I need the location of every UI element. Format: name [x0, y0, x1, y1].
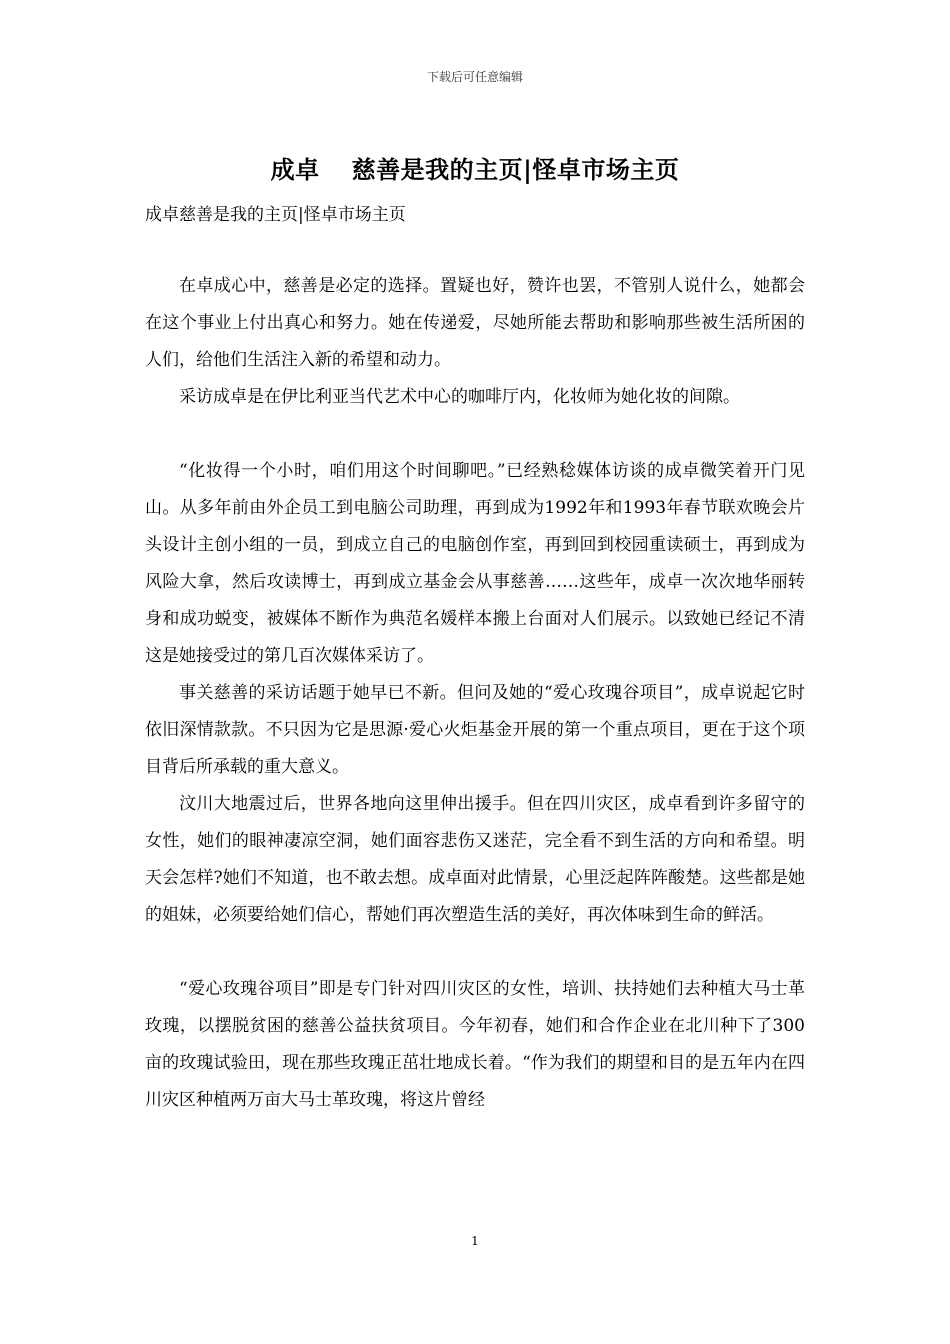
- document-body: [145, 268, 805, 1119]
- paragraph-1: 在卓成心中，慈善是必定的选择。置疑也好，赞许也罢，不管别人说什么，她都会在这个事业上付出真心和努力。她在传递爱，尽她所能去帮助和影响那些被生活所困的人们，给他们生活注入新的希望和动力。: [145, 276, 805, 370]
- paragraph-4: 事关慈善的采访话题于她早已不新。但问及她的“爱心玫瑰谷项目”，成卓说起它时依旧深情款款。不只因为它是思源·爱心火炬基金开展的第一个重点项目，更在于这个项目背后所承载的重大意义。: [145, 683, 805, 777]
- paragraph-3: “化妆得一个小时，咱们用这个时间聊吧。”已经熟稔媒体访谈的成卓微笑着开门见山。从多年前由外企员工到电脑公司助理，再到成为1992年和1993年春节联欢晚会片头设计主创小组的一员，到成立自己的电脑创作室，再到回到校园重读硕士，再到成为风险大拿，然后攻读博士，再到成立基金会从事慈善……这些年，成卓一次次地华丽转身和成功蜕变，被媒体不断作为典范名媛样本搬上台面对人们展示。以致她已经记不清这是她接受过的第几百次媒体采访了。: [145, 461, 805, 666]
- document-title: [0, 150, 950, 185]
- title-text: 慈善是我的主页|怪卓市场主页: [351, 155, 680, 184]
- title-name: 成卓: [270, 155, 320, 184]
- paragraph-6: “爱心玫瑰谷项目”即是专门针对四川灾区的女性，培训、扶持她们去种植大马士革玫瑰，以摆脱贫困的慈善公益扶贫项目。今年初春，她们和合作企业在北川种下了300亩的玫瑰试验田，现在那些玫瑰正茁壮地成长着。“作为我们的期望和目的是五年内在四川灾区种植两万亩大马士革玫瑰，将这片曾经: [145, 979, 805, 1110]
- page-number: 1: [471, 1234, 479, 1248]
- paragraph-5: 汶川大地震过后，世界各地向这里伸出援手。但在四川灾区，成卓看到许多留守的女性，她们的眼神凄凉空洞，她们面容悲伤又迷茫，完全看不到生活的方向和希望。明天会怎样?她们不知道，也不敢去想。成卓面对此情景，心里泛起阵阵酸楚。这些都是她的姐妹，必须要给她们信心，帮她们再次塑造生活的美好，再次体味到生命的鲜活。: [145, 794, 805, 925]
- document-subtitle: 成卓慈善是我的主页|怪卓市场主页: [145, 205, 406, 225]
- page-header-note: 下载后可任意编辑: [426, 70, 523, 84]
- paragraph-2: 采访成卓是在伊比利亚当代艺术中心的咖啡厅内，化妆师为她化妆的间隙。: [179, 387, 740, 407]
